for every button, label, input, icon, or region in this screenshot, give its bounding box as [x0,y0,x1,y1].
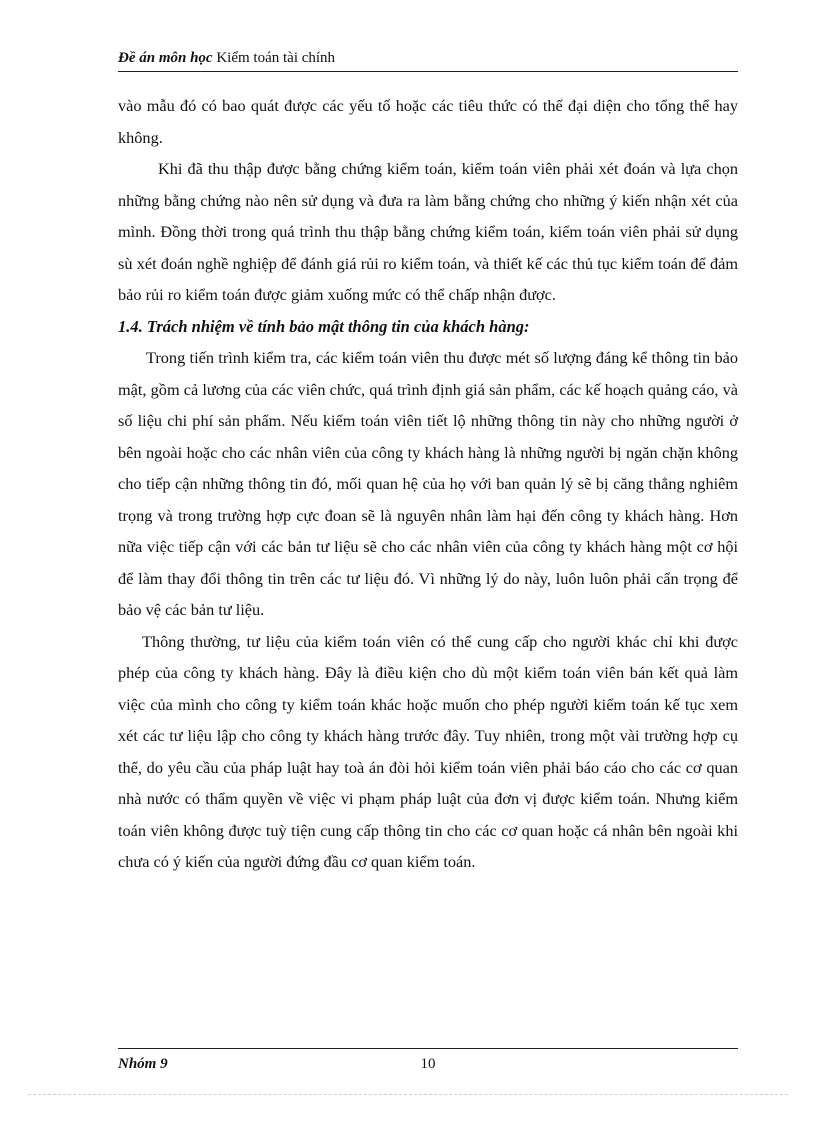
footer-group-label: Nhóm 9 [118,1056,168,1072]
header-course-type: Đề án môn học [118,50,213,66]
document-body [118,90,738,878]
paragraph-evidence-judgement: Khi đã thu thập được bằng chứng kiểm toán, kiểm toán viên phải xét đoán và lựa chọn những bằng chứng nào nên sử dụng và đưa ra làm bằng chứng cho những ý kiến nhận xét của mình. Đồng thời trong quá trình thu thập bằng chứng kiểm toán, kiểm toán viên phải sử dụng sù xét đoán nghề nghiệp để đánh giá rủi ro kiểm toán, và thiết kế các thủ tục kiểm toán để đảm bảo rủi ro kiểm toán được giảm xuống mức có thể chấp nhận được. [118,159,738,304]
header-divider [118,71,738,72]
header-course-name: Kiểm toán tài chính [212,50,336,66]
section-heading: 1.4. Trách nhiệm về tính bảo mật thông tin của khách hàng: [118,316,530,336]
paragraph-working-papers: Thông thường, tư liệu của kiểm toán viên có thể cung cấp cho người khác chỉ khi được phép của công ty khách hàng. Đây là điều kiện cho dù một kiểm toán viên bán kết quả làm việc của mình cho công ty kiểm toán khác hoặc muốn cho phép người kiểm toán kế tục xem xét các tư liệu lập cho công ty khách hàng trước đây. Tuy nhiên, trong một vài trường hợp cụ thể, do yêu cầu của pháp luật hay toà án đòi hỏi kiểm toán viên phải báo cáo cho các cơ quan nhà nước có thẩm quyền về việc vi phạm pháp luật của đơn vị được kiểm toán. Nhưng kiểm toán viên không được tuỳ tiện cung cấp thông tin cho các cơ quan hoặc cá nhân bên ngoài khi chưa có ý kiến của người đứng đầu cơ quan kiểm toán. [118,631,738,871]
page-break-line [28,1094,788,1095]
footer-divider [118,1048,738,1049]
paragraph-continuation: vào mẫu đó có bao quát được các yếu tố hoặc các tiêu thức có thể đại diện cho tổng thể hay không. [118,96,738,147]
page-number: 10 [420,1056,436,1072]
paragraph-confidential-info: Trong tiến trình kiểm tra, các kiểm toán viên thu được mét số lượng đáng kể thông tin bảo mật, gồm cả lương của các viên chức, quá trình định giá sản phẩm, các kế hoạch quảng cáo, và số liệu chi phí sản phẩm. Nếu kiểm toán viên tiết lộ những thông tin này cho những người ở bên ngoài hoặc cho các nhân viên của công ty khách hàng là những người bị ngăn chặn không cho tiếp cận những thông tin đó, mối quan hệ của họ với ban quản lý sẽ bị căng thẳng nghiêm trọng và trong trường hợp cực đoan sẽ là nguyên nhân làm hại đến công ty khách hàng. Hơn nữa việc tiếp cận với các bản tư liệu sẽ cho các nhân viên của công ty khách hàng một cơ hội để làm thay đổi thông tin trên các tư liệu đó. Vì những lý do này, luôn luôn phải cẩn trọng để bảo vệ các bản tư liệu. [118,348,738,619]
page-header [118,50,738,70]
